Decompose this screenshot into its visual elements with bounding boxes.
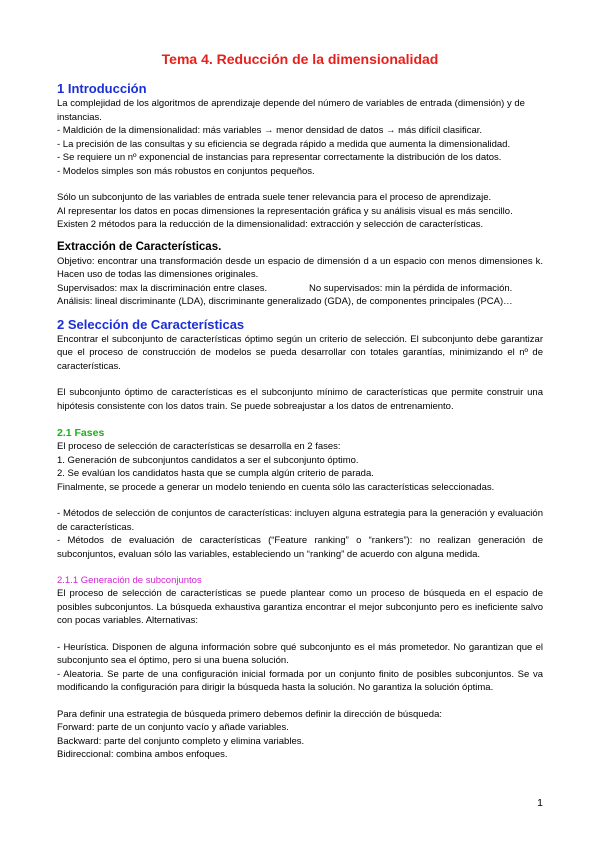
page-number: 1	[537, 797, 543, 809]
section-2-1-line: Finalmente, se procede a generar un modelo teniendo en cuenta sólo las características seleccionadas.	[57, 481, 495, 493]
extraction-objective: Objetivo: encontrar una transformación desde un espacio de dimensión d a un espacio con menos dimensiones k. Hacen uso de todas las dimensiones originales.	[57, 255, 543, 280]
section-2-para-1: Encontrar el subconjunto de características óptimo según un criterio de selección. El subconjunto debe garantizar que el proceso de construcción de modelos se pueda desarrollar con totales garantías, minimizando el nº de características.	[57, 333, 543, 372]
section-2-1-line: 2. Se evalúan los candidatos hasta que se cumpla algún criterio de parada.	[57, 468, 374, 479]
section-2-heading: 2 Selección de Características	[57, 316, 245, 332]
extraction-unsupervised: No supervisados: min la pérdida de información.	[309, 282, 513, 294]
section-1-bullet: - Se requiere un nº exponencial de instancias para representar correctamente la distribución de los datos.	[57, 152, 502, 163]
section-1-para-line: Al representar los datos en pocas dimensiones la representación gráfica y su análisis visual es más sencillo.	[57, 205, 513, 217]
section-1-heading: 1 Introducción	[57, 81, 147, 96]
document-title: Tema 4. Reducción de la dimensionalidad	[161, 51, 439, 67]
section-2-1-1-random: - Aleatoria. Se parte de una configuración inicial formada por un conjunto finito de posibles subconjuntos. Se va modificando la configuración para dirigir la búsqueda hasta la solución. No garantiza la solución óptima.	[57, 668, 543, 693]
section-1-para-line: Existen 2 métodos para la reducción de la dimensionalidad: extracción y selección de características.	[57, 219, 484, 230]
section-2-1-1-heading: 2.1.1 Generación de subconjuntos	[57, 575, 202, 586]
section-2-1-methods-selection: - Métodos de selección de conjuntos de características: incluyen alguna estrategia para la generación y evaluación de características.	[57, 508, 543, 533]
section-2-1-1-direction-line: Bidireccional: combina ambos enfoques.	[57, 749, 228, 760]
extraction-analysis: Análisis: lineal discriminante (LDA), discriminante generalizado (GDA), de componentes principales (PCA)…	[57, 296, 513, 307]
section-2-1-1-direction-line: Para definir una estrategia de búsqueda primero debemos definir la dirección de búsqueda:	[57, 708, 442, 720]
section-1-bullet: - La precisión de las consultas y su eficiencia se degrada rápido a medida que aumenta la dimensionalidad.	[57, 138, 511, 150]
section-2-1-line: 1. Generación de subconjuntos candidatos a ser el subconjunto óptimo.	[57, 454, 359, 466]
section-2-1-1-para-1: El proceso de selección de características se puede plantear como un proceso de búsqueda en el espacio de posibles subconjuntos. La búsqueda exhaustiva garantiza encontrar el mejor subconjunto pero es ineficiente salvo con pocas variables. Alternativas:	[57, 588, 543, 626]
section-2-1-heading: 2.1 Fases	[57, 427, 105, 439]
extraction-types-row	[57, 282, 543, 296]
page-content	[57, 50, 543, 762]
section-1-intro: La complejidad de los algoritmos de aprendizaje depende del número de variables de entrada (dimensión) y de instancias.	[57, 98, 525, 123]
section-2-1-line: El proceso de selección de características se desarrolla en 2 fases:	[57, 441, 341, 452]
section-1-para-line: Sólo un subconjunto de las variables de entrada suele tener relevancia para el proceso de aprendizaje.	[57, 192, 492, 203]
section-1-bullet: - Modelos simples son más robustos en conjuntos pequeños.	[57, 165, 315, 177]
section-1-bullet: - Maldición de la dimensionalidad: más variables → menor densidad de datos → más difícil clasificar.	[57, 125, 483, 136]
extraction-heading: Extracción de Características.	[57, 240, 222, 253]
section-2-para-2: El subconjunto óptimo de características es el subconjunto mínimo de características que permite construir una hipótesis consistente con los datos train. Se puede sobreajustar a los datos de entrenamiento.	[57, 387, 543, 412]
section-2-1-1-direction-line: Backward: parte del conjunto completo y elimina variables.	[57, 735, 305, 747]
extraction-supervised: Supervisados: max la discriminación entre clases.	[57, 282, 268, 294]
section-2-1-1-direction-line: Forward: parte de un conjunto vacío y añade variables.	[57, 722, 289, 733]
section-2-1-methods-evaluation: - Métodos de evaluación de características (“Feature ranking” o “rankers”): no realizan generación de subconjuntos, evaluan sólo las variables, estableciendo un “ranking” de acuerdo con alguna medida.	[57, 535, 543, 560]
section-2-1-1-heuristic: - Heurística. Disponen de alguna información sobre qué subconjunto es el más prometedor. No garantizan que el subconjunto sea el óptimo, pero si una buena solución.	[57, 641, 543, 666]
